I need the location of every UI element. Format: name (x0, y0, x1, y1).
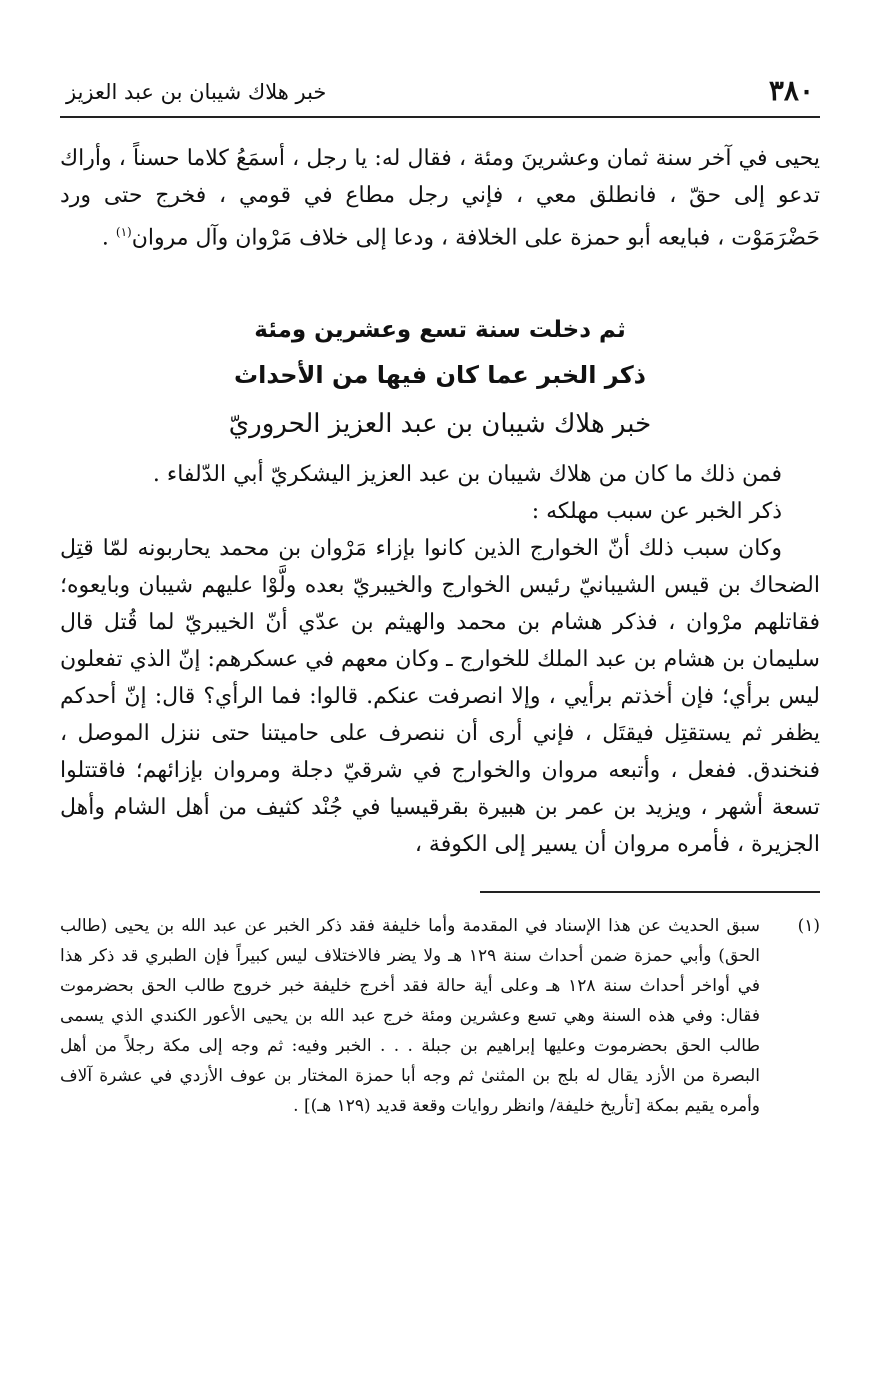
footnote-number: (١) (797, 916, 820, 937)
subheading-paragraph: ذكر الخبر عن سبب مهلكه : (531, 499, 782, 525)
chapter-heading: خبر هلاك شيبان بن عبد العزيز الحروريّ (228, 409, 652, 440)
intro-paragraph: فمن ذلك ما كان من هلاك شيبان بن عبد العزيز اليشكريّ أبي الدّلفاء . (152, 462, 782, 488)
footnote-reference[interactable]: (١) (115, 225, 132, 239)
paragraph-end-mark: . (101, 225, 116, 251)
running-title: خبر هلاك شيبان بن عبد العزيز (66, 80, 327, 104)
main-paragraph (60, 530, 820, 863)
book-page (60, 70, 820, 1360)
events-heading: ذكر الخبر عما كان فيها من الأحداث (234, 361, 646, 390)
main-paragraph-text: وكان سبب ذلك أنّ الخوارج الذين كانوا بإزاء مَرْوان بن محمد يحاربونه لمّا قتِل الضحاك بن قيس الشيبانيّ رئيس الخوارج والخيبريّ بعده ولَّوْا عليهم شيبان وبايعوه؛ فقاتلهم مرْوان ، فذكر هشام بن محمد والهيثم بن عدّي أنّ الخيبريّ لما قُتل قال سليمان بن هشام بن عبد الملك للخوارج ـ وكان معهم في عسكرهم: إنّ الذي تفعلون ليس برأي؛ فإن أخذتم برأيي ، وإلا انصرفت عنكم. قالوا: فما الرأي؟ قال: إنّ أحدكم يظفر ثم يستقتِل فيقتَل ، فإني أرى أن ننصرف على حاميتنا حتى ننزل الموصل ، فنخندق. ففعل ، وأتبعه مروان والخوارج في شرقيّ دجلة ومروان بإزائهم؛ فاقتتلوا تسعة أشهر ، ويزيد بن عمر بن هبيرة بقرقيسيا في جُنْد كثيف من أهل الشام وأهل الجزيرة ، فأمره مروان أن يسير إلى الكوفة ، (60, 536, 820, 858)
footnote (60, 911, 820, 1121)
footnote-text: سبق الحديث عن هذا الإسناد في المقدمة وأما خليفة فقد ذكر الخبر عن عبد الله بن يحيى (طالب الحق) وأبي حمزة ضمن أحداث سنة ١٢٩ هـ ولا يضر فالاختلاف ليس كبيراً فإن الطبري قد ذكر هذا في أواخر أحداث سنة ١٢٨ هـ وعلى أية حالة فقد أخرج خليفة خبر خروج طالب الحق بحضرموت فقال: وفي هذه السنة وهي تسع وعشرين ومئة خرج عبد الله بن يحيى الأعور الكندي الذي يسمى طالب الحق بحضرموت وعليها إبراهيم بن جبلة . . . الخبر وفيه: ثم وجه إلى مكة رجلاً من أهل البصرة من الأزد يقال له بلج بن المثنىٰ ثم وجه أبا حمزة المختار بن عوف الأزدي في عشرة آلاف وأمره يقيم بمكة [تأريخ خليفة/ وانظر روايات وقعة قديد (١٢٩ هـ)] . (60, 916, 761, 1117)
paragraph-continuation-text: يحيى في آخر سنة ثمان وعشرينَ ومئة ، فقال له: يا رجل ، أسمَعُ كلاما حسناً ، وأراك تدعو إلى حقّ ، فانطلق معي ، فإني رجل مطاع في قومي ، فخرج حتى ورد حَضْرَمَوْت ، فبايعه أبو حمزة على الخلافة ، ودعا إلى خلاف مَرْوان وآل مروان (60, 146, 820, 251)
paragraph-continuation (60, 140, 820, 256)
section-headings (60, 308, 820, 450)
running-header (60, 70, 820, 118)
footnote-separator (480, 891, 820, 893)
page-number: ٣٨٠ (768, 74, 814, 107)
year-heading: ثم دخلت سنة تسع وعشرين ومئة (254, 317, 626, 344)
